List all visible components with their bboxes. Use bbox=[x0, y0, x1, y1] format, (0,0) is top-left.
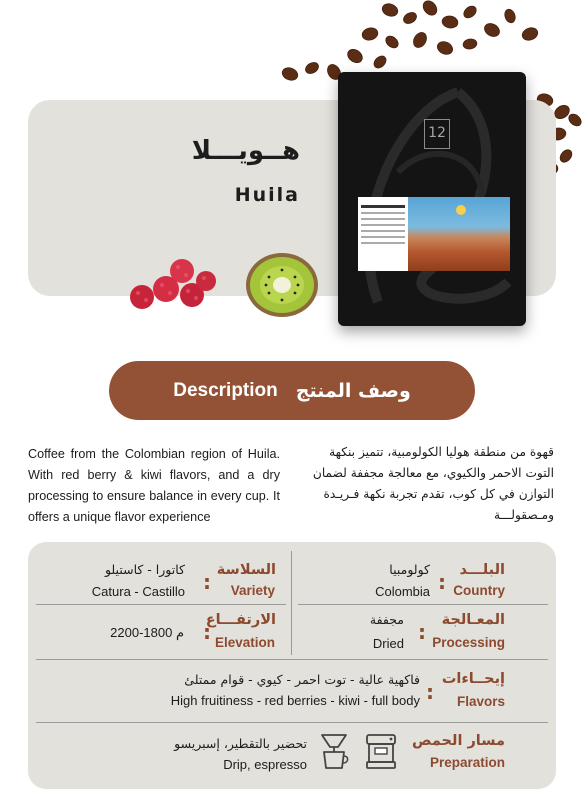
pour-over-icon bbox=[318, 732, 350, 772]
bag-label-photo bbox=[408, 197, 510, 271]
elevation-label-ar: الارتفـــاع bbox=[205, 612, 276, 628]
product-name-ar: هــويـــلا bbox=[191, 136, 300, 166]
bag-label bbox=[358, 197, 510, 271]
kiwi-icon bbox=[246, 253, 318, 317]
fruit-illustration bbox=[120, 245, 325, 325]
elevation-colon: : bbox=[203, 620, 211, 644]
description-text-en: Coffee from the Colombian region of Huila. With red berry & kiwi flavors, and a dry processing to ensure balance in every cup. It offers a unique flavor experience bbox=[28, 447, 280, 524]
flavors-label-en: Flavors bbox=[456, 694, 505, 709]
raspberry-icon bbox=[130, 259, 216, 309]
variety-value-ar: كاتورا - كاستيلو bbox=[104, 562, 185, 577]
elevation-label-en: Elevation bbox=[214, 635, 275, 650]
country-label-en: Country bbox=[453, 583, 505, 598]
product-name-en: Huila bbox=[234, 184, 300, 206]
processing-value-ar: مجففة bbox=[369, 612, 404, 627]
details-divider bbox=[298, 604, 548, 605]
country-value-ar: كولومبيا bbox=[389, 562, 430, 577]
processing-label-en: Processing bbox=[432, 635, 505, 650]
elevation-value: 2200-1800 م bbox=[110, 625, 184, 640]
flavors-value-en: High fruitiness - red berries - kiwi - full body bbox=[170, 693, 420, 708]
description-heading-ar: وصف المنتج bbox=[295, 379, 411, 402]
bag-label-text bbox=[361, 201, 405, 248]
sun-icon bbox=[456, 205, 466, 215]
description-heading-en: Description bbox=[173, 379, 278, 401]
preparation-label-en: Preparation bbox=[429, 755, 505, 770]
country-label-ar: البلـــد bbox=[459, 562, 505, 578]
variety-label-ar: السلاسة bbox=[216, 562, 276, 578]
flavors-colon: : bbox=[426, 680, 434, 704]
flavors-label-ar: إيحــاءات bbox=[441, 671, 505, 687]
bag-logo: 12 bbox=[424, 119, 450, 149]
details-divider bbox=[36, 659, 548, 660]
details-card bbox=[28, 542, 556, 789]
preparation-value-en: Drip, espresso bbox=[223, 757, 307, 772]
coffee-bag-image bbox=[338, 72, 526, 326]
preparation-value-ar: تحضير بالتقطير، إسبريسو bbox=[174, 736, 307, 751]
processing-colon: : bbox=[418, 620, 426, 644]
espresso-machine-icon bbox=[364, 733, 398, 771]
country-colon: : bbox=[438, 570, 446, 594]
variety-label-en: Variety bbox=[230, 583, 275, 598]
details-divider-vertical bbox=[291, 551, 292, 655]
flavors-value-ar: فاكهية عالية - توت احمر - كيوي - قوام ممتلئ bbox=[184, 672, 420, 687]
processing-value-en: Dried bbox=[372, 636, 404, 651]
description-text-ar: قهوة من منطقة هوليا الكولومبية، تتميز بنكهة التوت الاحمر والكيوي، مع معالجة مجففة لضمان التوازن في كل كوب، تقدم تجربة نكهة فـريـدة ومـصقولـــة bbox=[312, 445, 554, 522]
variety-colon: : bbox=[203, 570, 211, 594]
variety-value-en: Catura - Castillo bbox=[91, 584, 185, 599]
details-divider bbox=[36, 604, 286, 605]
description-heading bbox=[109, 361, 475, 420]
preparation-label-ar: مسار الحمص bbox=[412, 733, 505, 749]
details-divider bbox=[36, 722, 548, 723]
country-value-en: Colombia bbox=[375, 584, 430, 599]
processing-label-ar: المعـالجة bbox=[441, 612, 505, 628]
